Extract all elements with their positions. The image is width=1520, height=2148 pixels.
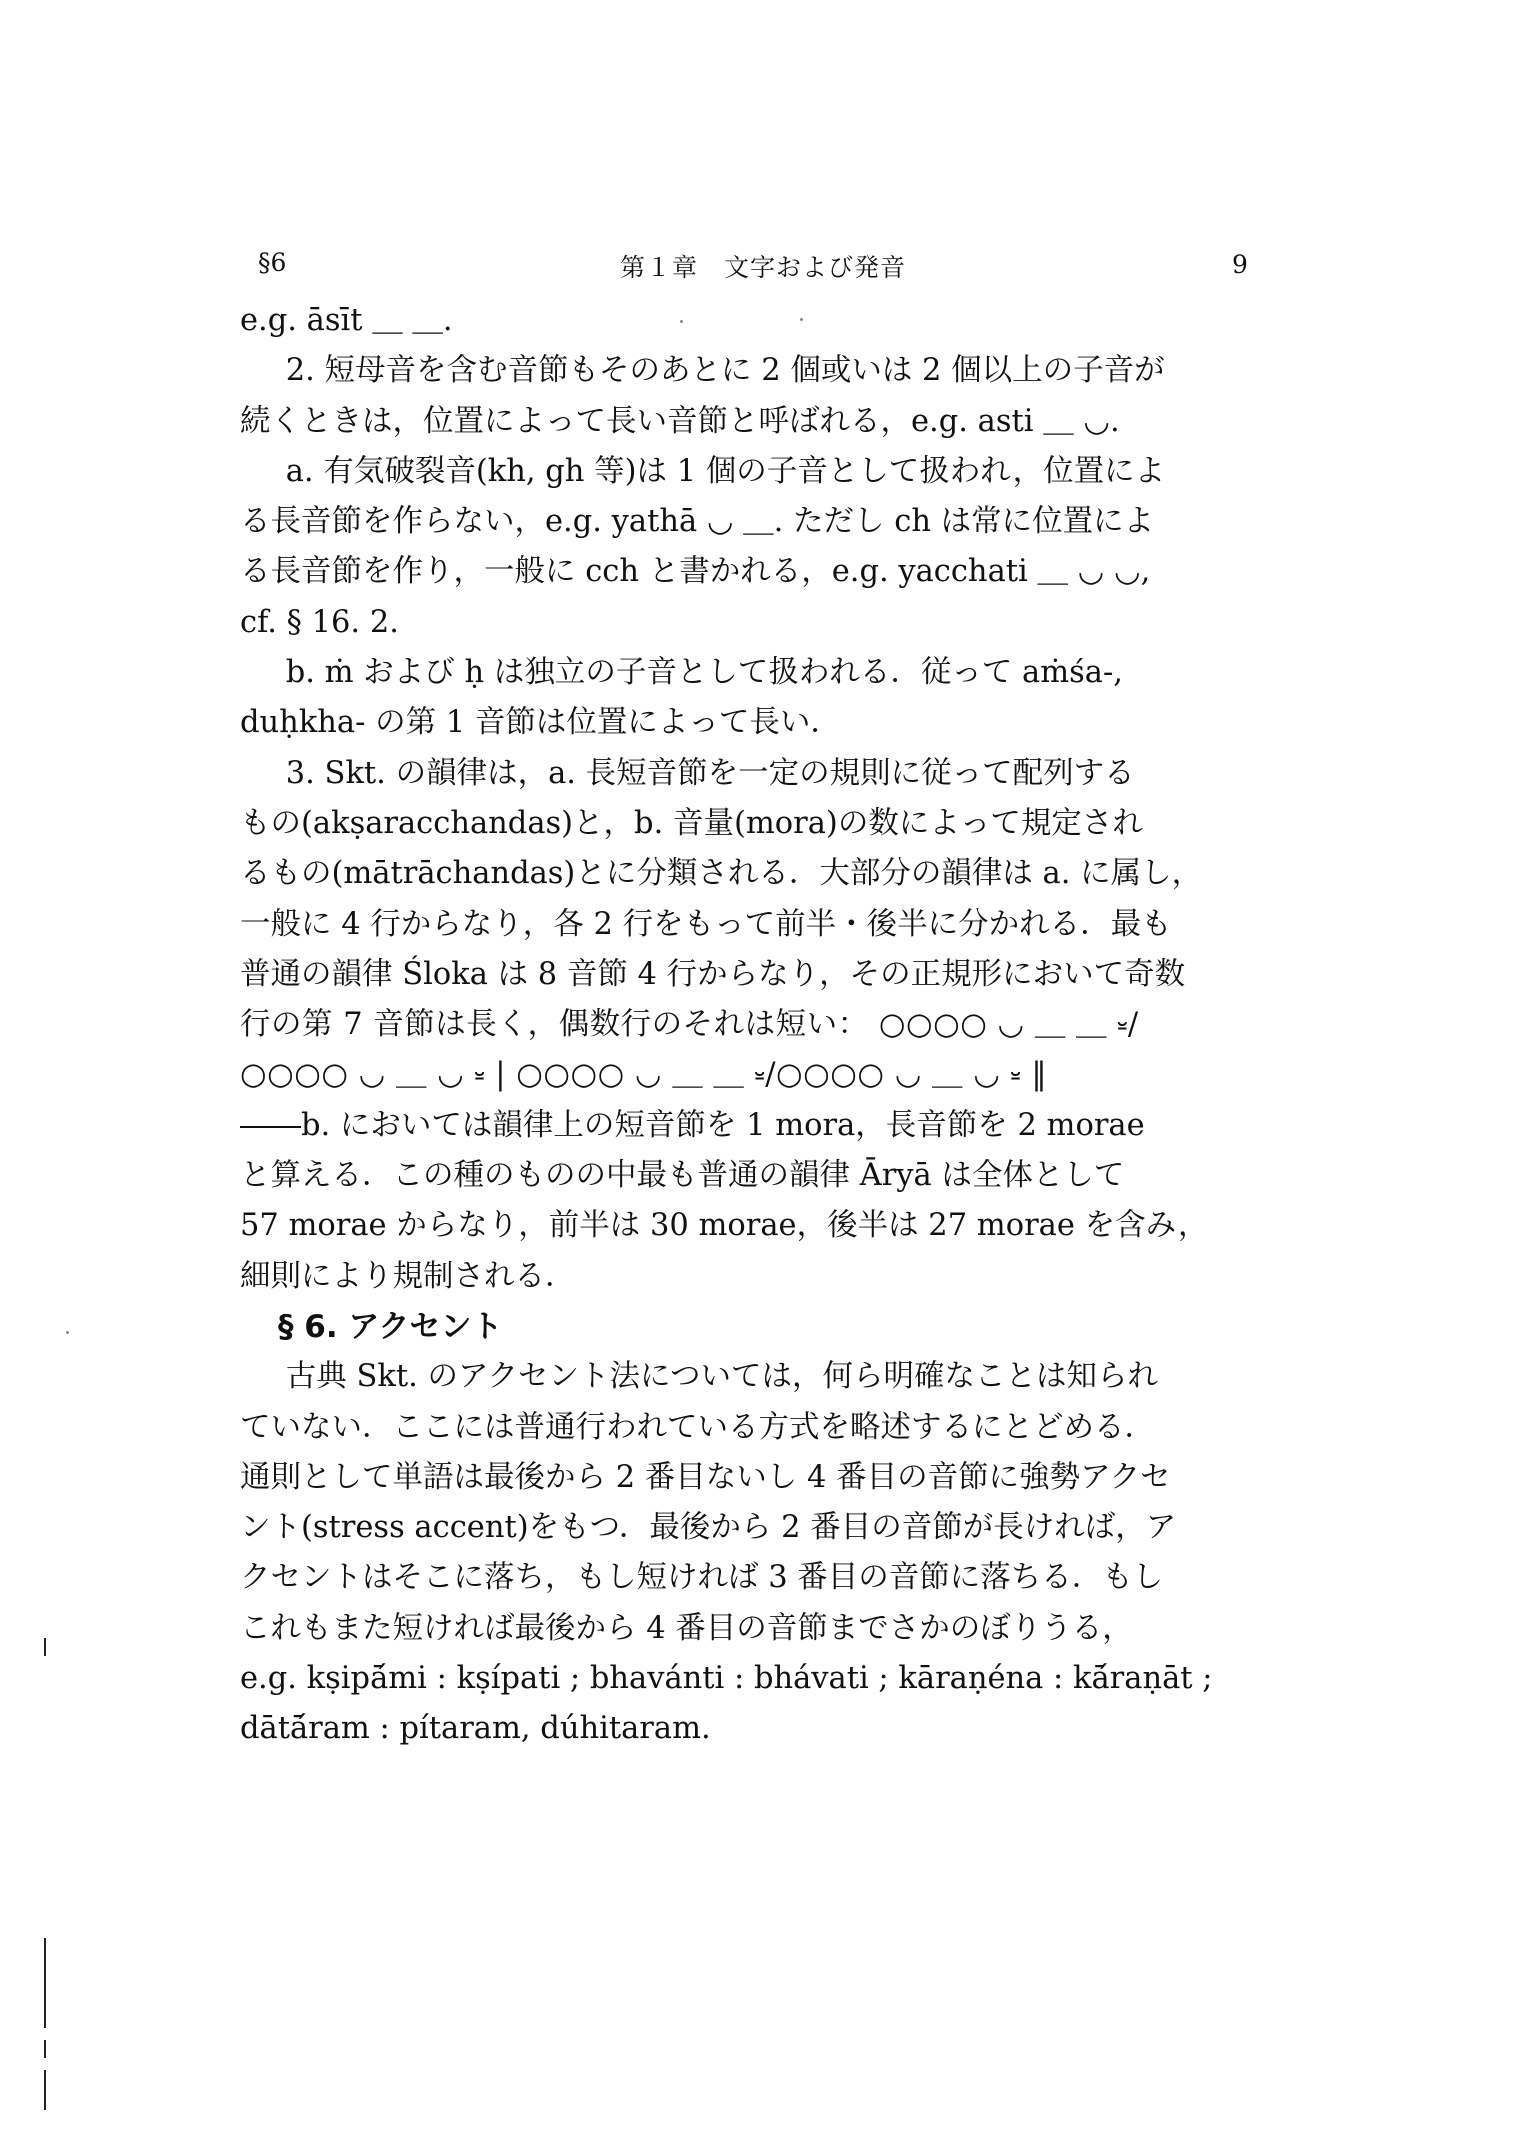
scan-speck <box>680 320 683 323</box>
text-line: るもの(mātrāchandas)とに分類される．大部分の韻律は a. に属し， <box>240 856 1203 892</box>
text-line: る長音節を作り，一般に cch と書かれる，e.g. yacchati ＿ ◡ ◡, <box>240 554 1151 590</box>
text-line: もの(akṣaracchandas)と，b. 音量(mora)の数によって規定され <box>240 805 1143 841</box>
scan-margin-mark <box>44 1938 46 2028</box>
header-chapter-title: 第１章 文字および発音 <box>620 253 907 282</box>
scan-margin-mark <box>44 2070 46 2110</box>
text-line: 3. Skt. の韻律は，a. 長短音節を一定の規則に従って配列する <box>285 755 1135 791</box>
text-line: 2. 短母音を含む音節もそのあとに 2 個或いは 2 個以上の子音が <box>285 353 1165 389</box>
text-line: 一般に 4 行からなり，各 2 行をもって前半・後半に分かれる．最も <box>240 906 1172 942</box>
scan-speck <box>66 1331 69 1334</box>
scan-speck <box>800 318 803 321</box>
text-line: 通則として単語は最後から 2 番目ないし 4 番目の音節に強勢アクセ <box>240 1459 1171 1495</box>
text-line: 普通の韻律 Śloka は 8 音節 4 行からなり，その正規形において奇数 <box>240 956 1186 992</box>
text-line: ――b. においては韻律上の短音節を 1 mora，長音節を 2 morae <box>240 1107 1145 1143</box>
running-header <box>0 248 1520 288</box>
text-line: e.g. āsīt ＿ ＿. <box>240 303 453 338</box>
text-line: 続くときは，位置によって長い音節と呼ばれる，e.g. asti ＿ ◡. <box>240 403 1120 439</box>
text-line: る長音節を作らない，e.g. yathā ◡ ＿. ただし ch は常に位置によ <box>240 504 1155 540</box>
scan-margin-mark <box>44 1638 46 1656</box>
header-section-mark: §6 <box>258 248 287 277</box>
text-line: ていない．ここには普通行われている方式を略述するにとどめる． <box>240 1409 1155 1445</box>
text-line: a. 有気破裂音(kh, gh 等)は 1 個の子音として扱われ，位置によ <box>285 453 1166 489</box>
text-line: duḥkha- の第 1 音節は位置によって長い． <box>240 705 841 741</box>
text-line: クセントはそこに落ち，もし短ければ 3 番目の音節に落ちる．もし <box>240 1560 1164 1596</box>
text-line: e.g. kṣipā́mi : kṣípati ; bhavánti : bhávati ; kāraṇéna : kā́raṇāt ; <box>240 1661 1213 1697</box>
text-line: cf. § 16. 2. <box>240 604 399 640</box>
text-line: b. ṁ および ḥ は独立の子音として扱われる．従って aṁśa-, <box>285 655 1123 691</box>
text-line: と算える．この種のものの中最も普通の韻律 Āryā は全体として <box>240 1158 1125 1194</box>
text-line: 古典 Skt. のアクセント法については，何ら明確なことは知られ <box>285 1359 1158 1395</box>
text-line: ○○○○ ◡ ＿ ◡ ⏓ | ○○○○ ◡ ＿ ＿ ⏓/○○○○ ◡ ＿ ◡ ⏓ ‖ <box>240 1057 1048 1093</box>
page-number: 9 <box>1232 250 1248 279</box>
text-line: dātā́ram : pítaram, dúhitaram. <box>240 1711 711 1747</box>
page-body <box>240 296 1240 1755</box>
text-line: 57 morae からなり，前半は 30 morae，後半は 27 morae を含み， <box>240 1208 1209 1244</box>
section-heading: § 6. アクセント <box>278 1308 503 1345</box>
text-line: これもまた短ければ最後から 4 番目の音節までさかのぼりうる， <box>240 1610 1133 1646</box>
text-line: ント(stress accent)をもつ．最後から 2 番目の音節が長ければ，ア <box>240 1510 1177 1546</box>
scan-margin-mark <box>44 2040 46 2058</box>
text-line: 行の第 7 音節は長く，偶数行のそれは短い： ○○○○ ◡ ＿ ＿ ⏓/ <box>240 1007 1139 1043</box>
text-line: 細則により規制される． <box>240 1258 576 1294</box>
